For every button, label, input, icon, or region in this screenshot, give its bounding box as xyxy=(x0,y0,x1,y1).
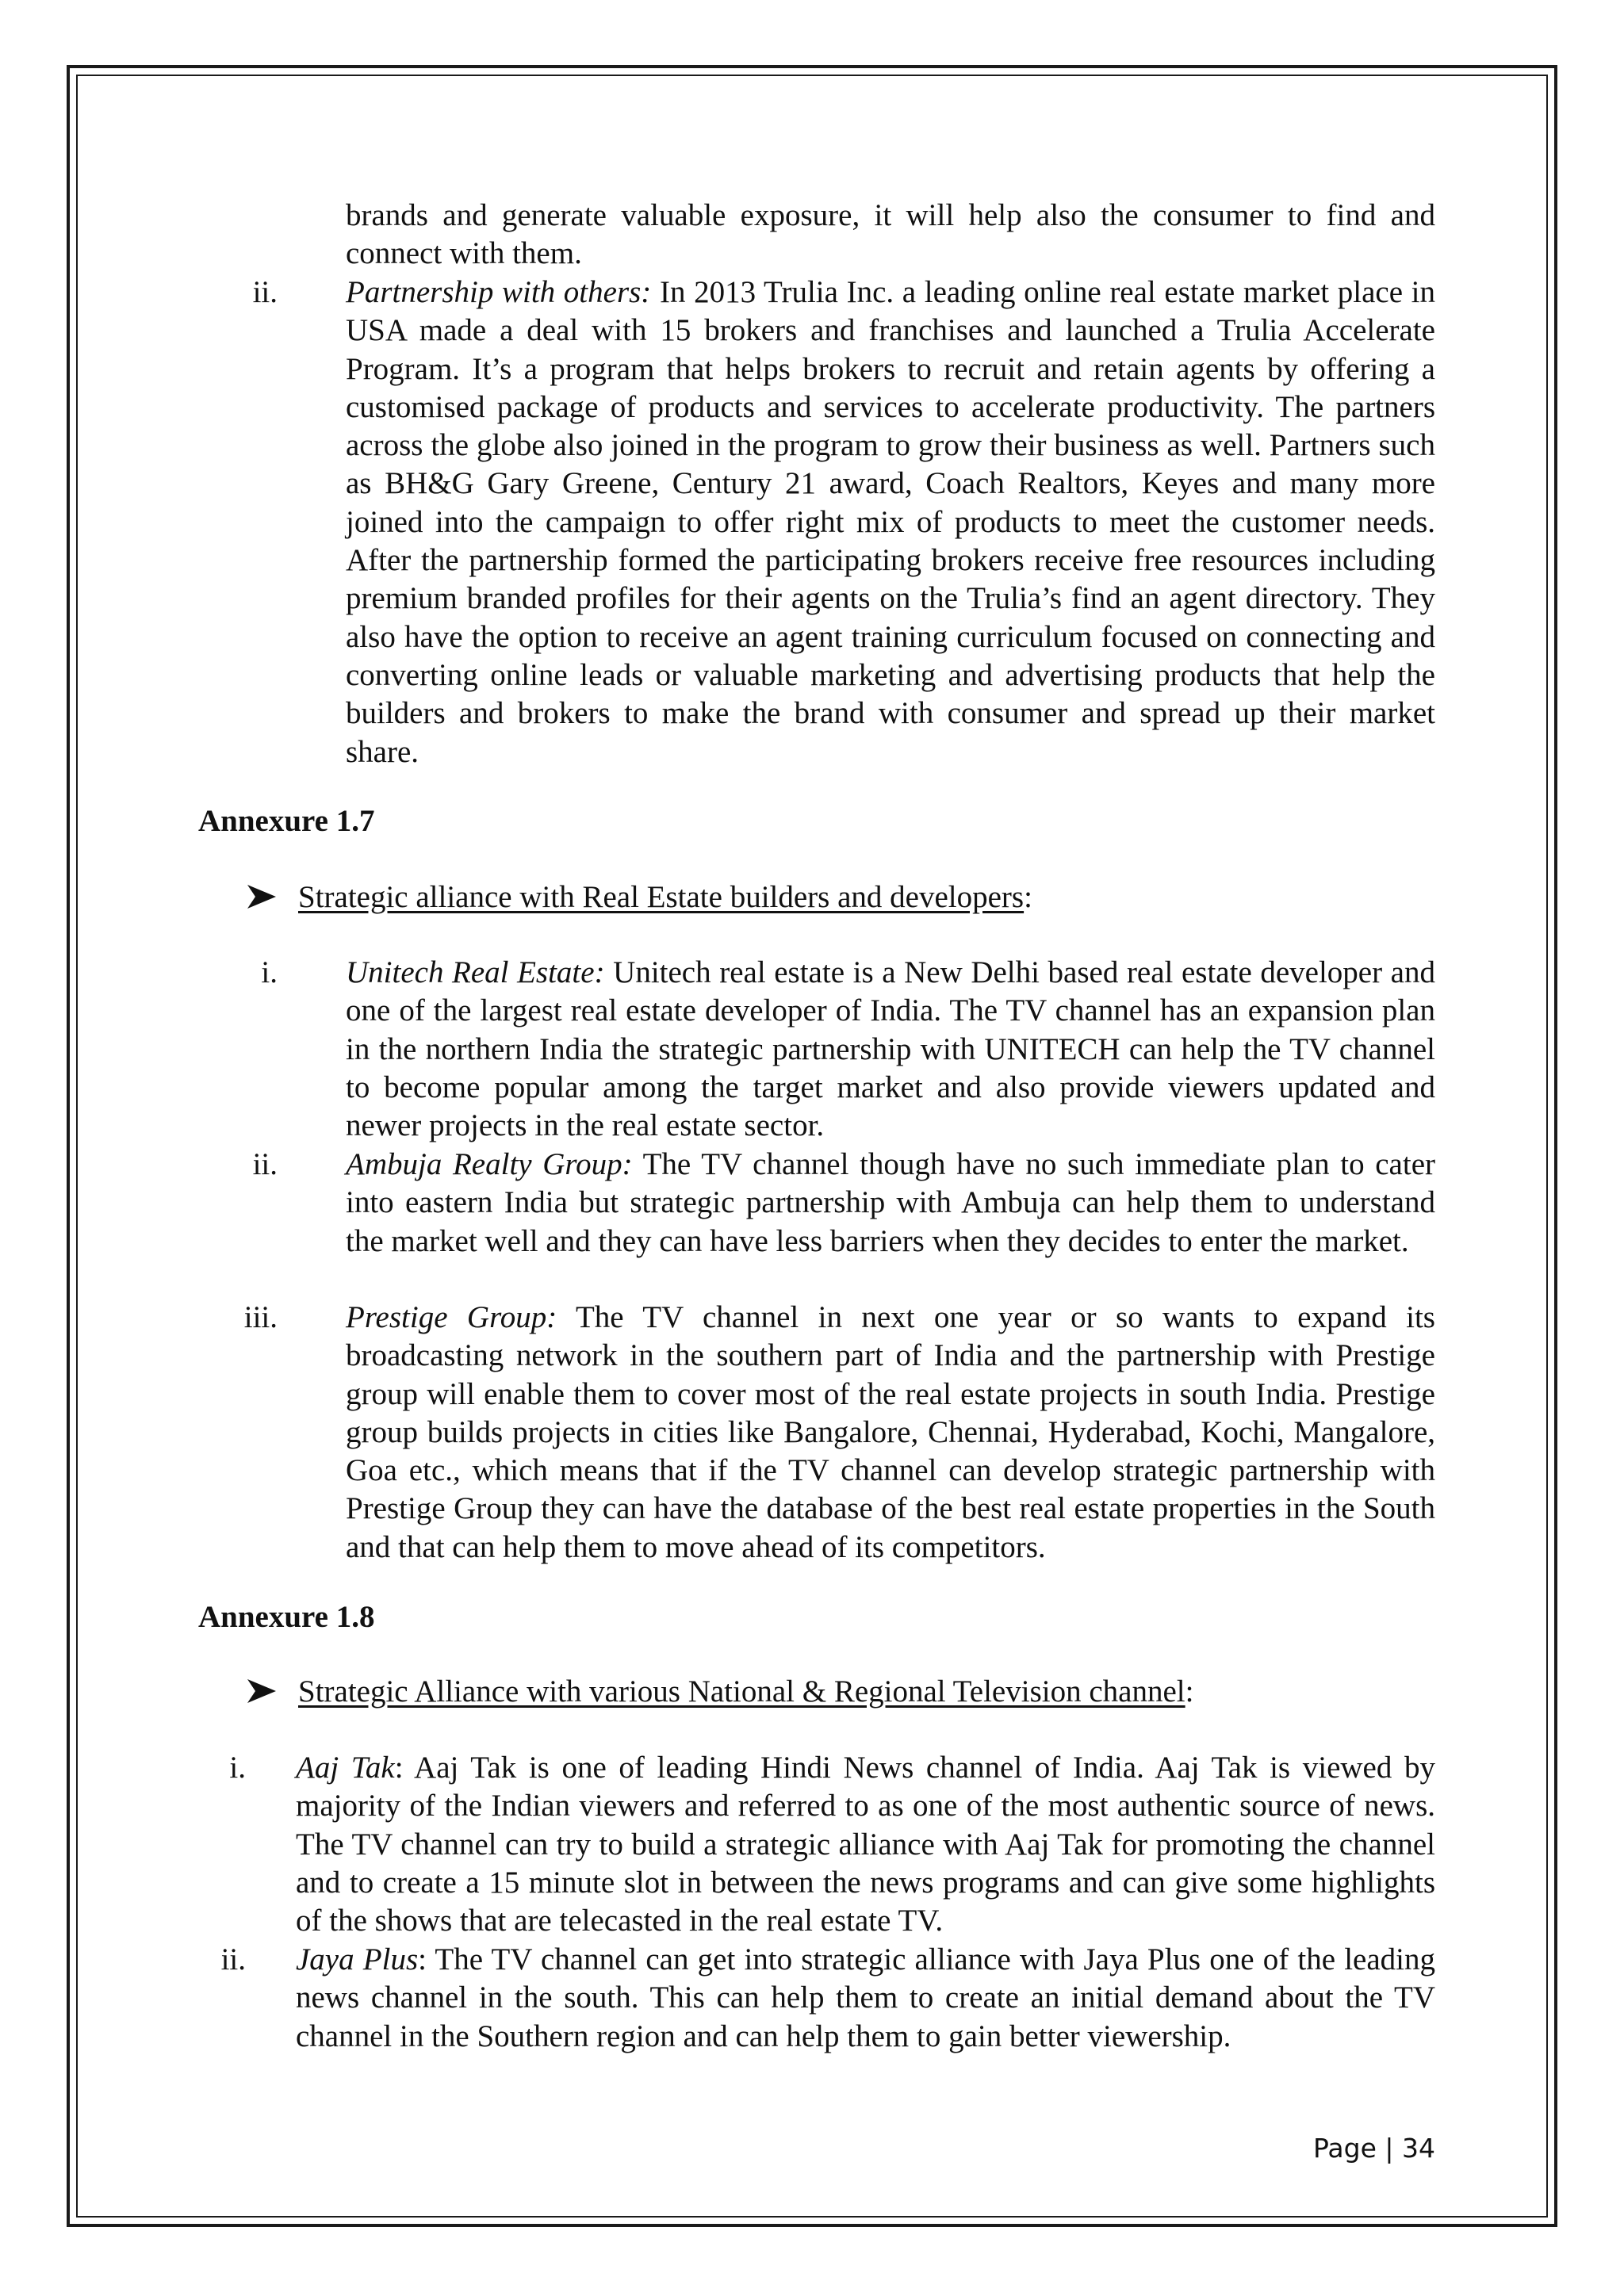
bullet-title: Strategic alliance with Real Estate builders and developers xyxy=(298,880,1025,914)
list-marker: ii. xyxy=(220,1942,246,1976)
bullet-suffix: : xyxy=(1185,1674,1194,1709)
item-label: Ambuja Realty Group: xyxy=(346,1147,633,1181)
item-text: The TV channel though have no such immediate plan to cater into eastern India but strategic partnership with Ambuja can help them to understand the market well and they can have less barriers when they decides to enter the market. xyxy=(346,1147,1435,1258)
list-item-ambuja xyxy=(346,1146,1435,1261)
item-text: The TV channel in next one year or so wants to expand its broadcasting network in the southern part of India and the partnership with Prestige group will enable them to cover most of the real estate projects in south India. Prestige group builds projects in cities like Bangalore, Chennai, Hyderabad, Kochi, Mangalore, Goa etc., which means that if the TV channel can develop strategic partnership with Prestige Group they can have the database of the best real estate properties in the South and that can help them to move ahead of its competitors. xyxy=(346,1300,1435,1564)
item-label: Aaj Tak xyxy=(296,1751,395,1785)
list-marker: i. xyxy=(261,955,278,989)
item-label: Prestige Group: xyxy=(346,1300,557,1334)
arrowhead-bullet-icon xyxy=(246,1678,278,1705)
item-text: Unitech real estate is a New Delhi based real estate developer and one of the largest real estate developer of India. The TV channel has an expansion plan in the northern India the strategic partnership with UNITECH can help the TV channel to become popular among the target market and also provide viewers updated and newer projects in the real estate sector. xyxy=(346,955,1435,1143)
annexure-1-8-heading: Annexure 1.8 xyxy=(198,1600,375,1634)
item-label: Unitech Real Estate: xyxy=(346,955,605,989)
annexure-1-7-bullet xyxy=(246,878,1032,916)
list-marker: ii. xyxy=(252,275,278,309)
list-item-unitech xyxy=(346,954,1435,1145)
list-item-jaya-plus xyxy=(296,1941,1435,2056)
list-item-partnership xyxy=(346,274,1435,771)
item-text: : Aaj Tak is one of leading Hindi News channel of India. Aaj Tak is viewed by majority of the Indian viewers and referred to as one of the most authentic source of news. The TV channel can try to build a strategic alliance with Aaj Tak for promoting the channel and to create a 15 minute slot in between the news programs and can give some highlights of the shows that are telecasted in the real estate TV. xyxy=(296,1751,1435,1938)
annexure-1-7-heading: Annexure 1.7 xyxy=(198,804,375,838)
item-label: Partnership with others: xyxy=(346,275,652,309)
page-number: Page | 34 xyxy=(1313,2133,1435,2164)
list-item-aaj-tak xyxy=(296,1749,1435,1940)
annexure-1-8-bullet xyxy=(246,1673,1193,1711)
bullet-suffix: : xyxy=(1024,880,1032,914)
list-marker: iii. xyxy=(243,1300,278,1334)
list-marker: ii. xyxy=(252,1147,278,1181)
item-text: In 2013 Trulia Inc. a leading online real estate market place in USA made a deal with 15 brokers and franchises and launched a Trulia Accelerate Program. It’s a program that helps brokers to recruit and retain agents by offering a customised package of products and services to accelerate productivity. The partners across the globe also joined in the program to grow their business as well. Partners such as BH&G Gary Greene, Century 21 award, Coach Realtors, Keyes and many more joined into the campaign to offer right mix of products to meet the customer needs. After the partnership formed the participating brokers receive free resources including premium branded profiles for their agents on the Trulia’s find an agent directory. They also have the option to receive an agent training curriculum focused on connecting and converting online leads or valuable marketing and advertising products that help the builders and brokers to make the brand with consumer and spread up their market share. xyxy=(346,275,1435,769)
item-text: : The TV channel can get into strategic alliance with Jaya Plus one of the leading news channel in the south. This can help them to create an initial demand about the TV channel in the Southern region and can help them to gain better viewership. xyxy=(296,1942,1435,2053)
arrowhead-bullet-icon xyxy=(246,883,278,910)
continuation-paragraph: brands and generate valuable exposure, it will help also the consumer to find and connect with them. xyxy=(346,198,1435,271)
bullet-title: Strategic Alliance with various National & Regional Television channel xyxy=(298,1674,1185,1709)
list-item-prestige xyxy=(346,1299,1435,1567)
item-label: Jaya Plus xyxy=(296,1942,419,1976)
list-marker: i. xyxy=(229,1751,246,1785)
